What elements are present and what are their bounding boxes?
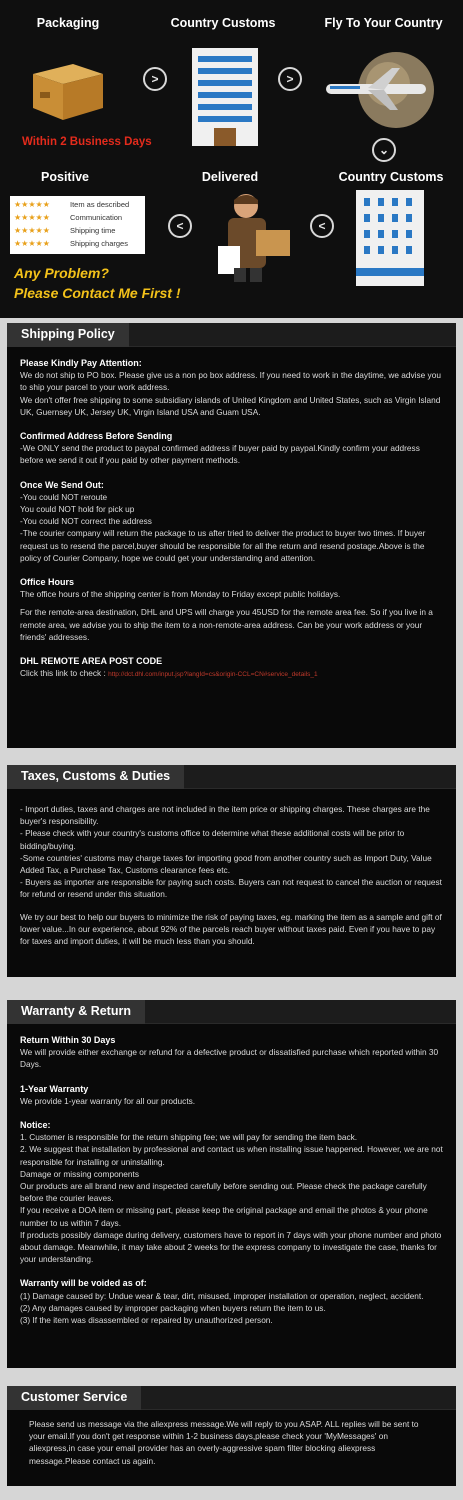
- paragraph: If you receive a DOA item or missing part, please keep the original package and email the photos & your phone number to us within 7 days.: [20, 1205, 428, 1228]
- chevron-down-icon: ⌄: [372, 138, 396, 162]
- paragraph: We try our best to help our buyers to minimize the risk of paying taxes, eg. marking the item as a sample and gift of lower value...In our experience, about 92% of the parcels reach buyer without taxes paid. Even if you have to pay for taxes and import duties, it will be much less than you should.: [20, 911, 442, 947]
- link-prefix: Click this link to check :: [20, 668, 106, 679]
- heading: Warranty will be voided as of:: [20, 1278, 147, 1289]
- chevron-left-icon: <: [310, 214, 334, 238]
- section-title: Taxes, Customs & Duties: [7, 765, 184, 789]
- list-item: You could NOT hold for pick up: [20, 504, 135, 515]
- dhl-remote-area-link[interactable]: http://dct.dhl.com/input.jsp?langId=cs&origin-CCL=CN#service_details_1: [108, 671, 318, 679]
- package-box-icon: [28, 52, 108, 122]
- section-title: Warranty & Return: [7, 1000, 145, 1024]
- paragraph: The office hours of the shipping center is from Monday to Friday except public holidays.: [20, 589, 341, 600]
- step-label-country-customs: Country Customs: [170, 16, 276, 30]
- customs-building-icon: [356, 190, 424, 286]
- stars-icon: ★★★★★: [14, 239, 50, 248]
- paragraph: Damage or missing components: [20, 1168, 139, 1179]
- paragraph: If products possibly damage during delivery, customers have to report in 7 days with your phone number and photo about damage. Meanwhile, it may take about 2 weeks for the express company to investigate the case, thanks for your understanding.: [20, 1229, 442, 1265]
- paragraph: - Buyers as importer are responsible for paying such costs. Buyers can not request to cancel the auction or request for refund or resend under this situation.: [20, 877, 442, 900]
- paragraph: For the remote-area destination, DHL and UPS will charge you 45USD for the remote area fee. So if you live in a remote area, we advise you to ship the item to a non-remote-area address. Can be your work address or your friends' addresses.: [20, 607, 433, 642]
- contact-me-first: Please Contact Me First !: [14, 285, 181, 301]
- paragraph: 2. We suggest that installation by professional and contact us when installing issue happened. However, we are not responsible for installing or uninstalling.: [20, 1144, 443, 1167]
- feedback-rating-box: [10, 196, 145, 254]
- section-title: Shipping Policy: [7, 323, 129, 347]
- paragraph: 1. Customer is responsible for the return shipping fee; we will pay for sending the item back.: [20, 1132, 358, 1143]
- paragraph: We provide 1-year warranty for all our products.: [20, 1095, 196, 1106]
- feedback-item: Shipping time: [70, 226, 116, 235]
- chevron-left-icon: <: [168, 214, 192, 238]
- paragraph: We will provide either exchange or refund for a defective product or dissatisfied purchase which reported within 30 Days.: [20, 1047, 439, 1070]
- paragraph: Our products are all brand new and inspected carefully before sending out. Please check the package carefully before the courier leaves.: [20, 1181, 427, 1204]
- heading: Office Hours: [20, 577, 75, 588]
- step-label-country-customs-2: Country Customs: [338, 170, 444, 184]
- step-label-packaging: Packaging: [36, 16, 100, 30]
- shipping-policy-section: [7, 323, 456, 748]
- heading: 1-Year Warranty: [20, 1083, 89, 1094]
- paragraph: (3) If the item was disassembled or repaired by unauthorized person.: [20, 1315, 273, 1326]
- customs-building-icon: [192, 48, 258, 146]
- business-days-note: Within 2 Business Days: [22, 136, 152, 148]
- courier-person-icon: [210, 190, 298, 282]
- heading: DHL REMOTE AREA POST CODE: [20, 656, 163, 667]
- paragraph: (1) Damage caused by: Undue wear & tear, dirt, misused, improper installation or operation, neglect, accident.: [20, 1290, 424, 1301]
- airplane-globe-icon: [318, 44, 448, 132]
- chevron-right-icon: >: [143, 67, 167, 91]
- list-item: -You could NOT reroute: [20, 491, 108, 502]
- warranty-section: [7, 1000, 456, 1368]
- heading: Notice:: [20, 1120, 51, 1131]
- customer-service-section: [7, 1386, 456, 1486]
- step-label-positive: Positive: [41, 170, 89, 184]
- paragraph: -The courier company will return the package to us after tried to deliver the product to buyer two times. If buyer request us to resend the parcel,buyer should be responsible for all the return and resend postage.Above is the policy of Courier Company, hope we could get your understanding and attention.: [20, 528, 426, 563]
- feedback-item: Shipping charges: [70, 239, 128, 248]
- feedback-item: Item as described: [70, 200, 130, 209]
- problem-heading: Any Problem?: [14, 265, 109, 281]
- heading: Once We Send Out:: [20, 479, 104, 490]
- taxes-section: [7, 765, 456, 977]
- list-item: -You could NOT correct the address: [20, 516, 152, 527]
- paragraph: We do not ship to PO box. Please give us a non po box address. If you need to work in the daytime, we advise you to ship your parcel to your work address.: [20, 370, 441, 393]
- heading: Confirmed Address Before Sending: [20, 431, 173, 442]
- paragraph: We don't offer free shipping to some subsidiary islands of United Kingdom and United States, such as Virgin Island UK, Guernsey UK, Jersey UK, Virgin Island USA and Guam USA.: [20, 394, 441, 417]
- paragraph: (2) Any damages caused by improper packaging when buyers return the item to us.: [20, 1302, 326, 1313]
- paragraph: - Import duties, taxes and charges are not included in the item price or shipping charges. These charges are the buyer's responsibility.: [20, 804, 430, 827]
- shipping-process-banner: [0, 0, 463, 318]
- paragraph: Please send us message via the aliexpress message.We will reply to you ASAP. ALL replies will be sent to your email.If you don't get response within 1-2 business days,please check your 'MyMessages' on aliexpress,in case your email provider has an overly-aggressive spam filter blocking aliexpress message.Please contact us again.: [29, 1419, 419, 1466]
- feedback-item: Communication: [70, 213, 123, 222]
- heading: Return Within 30 Days: [20, 1035, 116, 1045]
- section-title: Customer Service: [7, 1386, 141, 1410]
- chevron-right-icon: >: [278, 67, 302, 91]
- heading: Please Kindly Pay Attention:: [20, 358, 142, 368]
- stars-icon: ★★★★★: [14, 226, 50, 235]
- paragraph: -Some countries' customs may charge taxes for importing good from another country such as Import Duty, Value Added Tax, a Purchase Tax, Customs clearance fees etc.: [20, 852, 432, 876]
- stars-icon: ★★★★★: [14, 213, 50, 222]
- paragraph: - Please check with your country's customs office to determine what these additional costs will be prior to bidding/buying.: [20, 828, 405, 851]
- paragraph: -We ONLY send the product to paypal confirmed address if buyer paid by paypal.Kindly confirm your address before we send it out if you paid by other payment methods.: [20, 443, 420, 466]
- step-label-delivered: Delivered: [201, 170, 259, 184]
- stars-icon: ★★★★★: [14, 200, 50, 209]
- step-label-fly: Fly To Your Country: [324, 16, 443, 30]
